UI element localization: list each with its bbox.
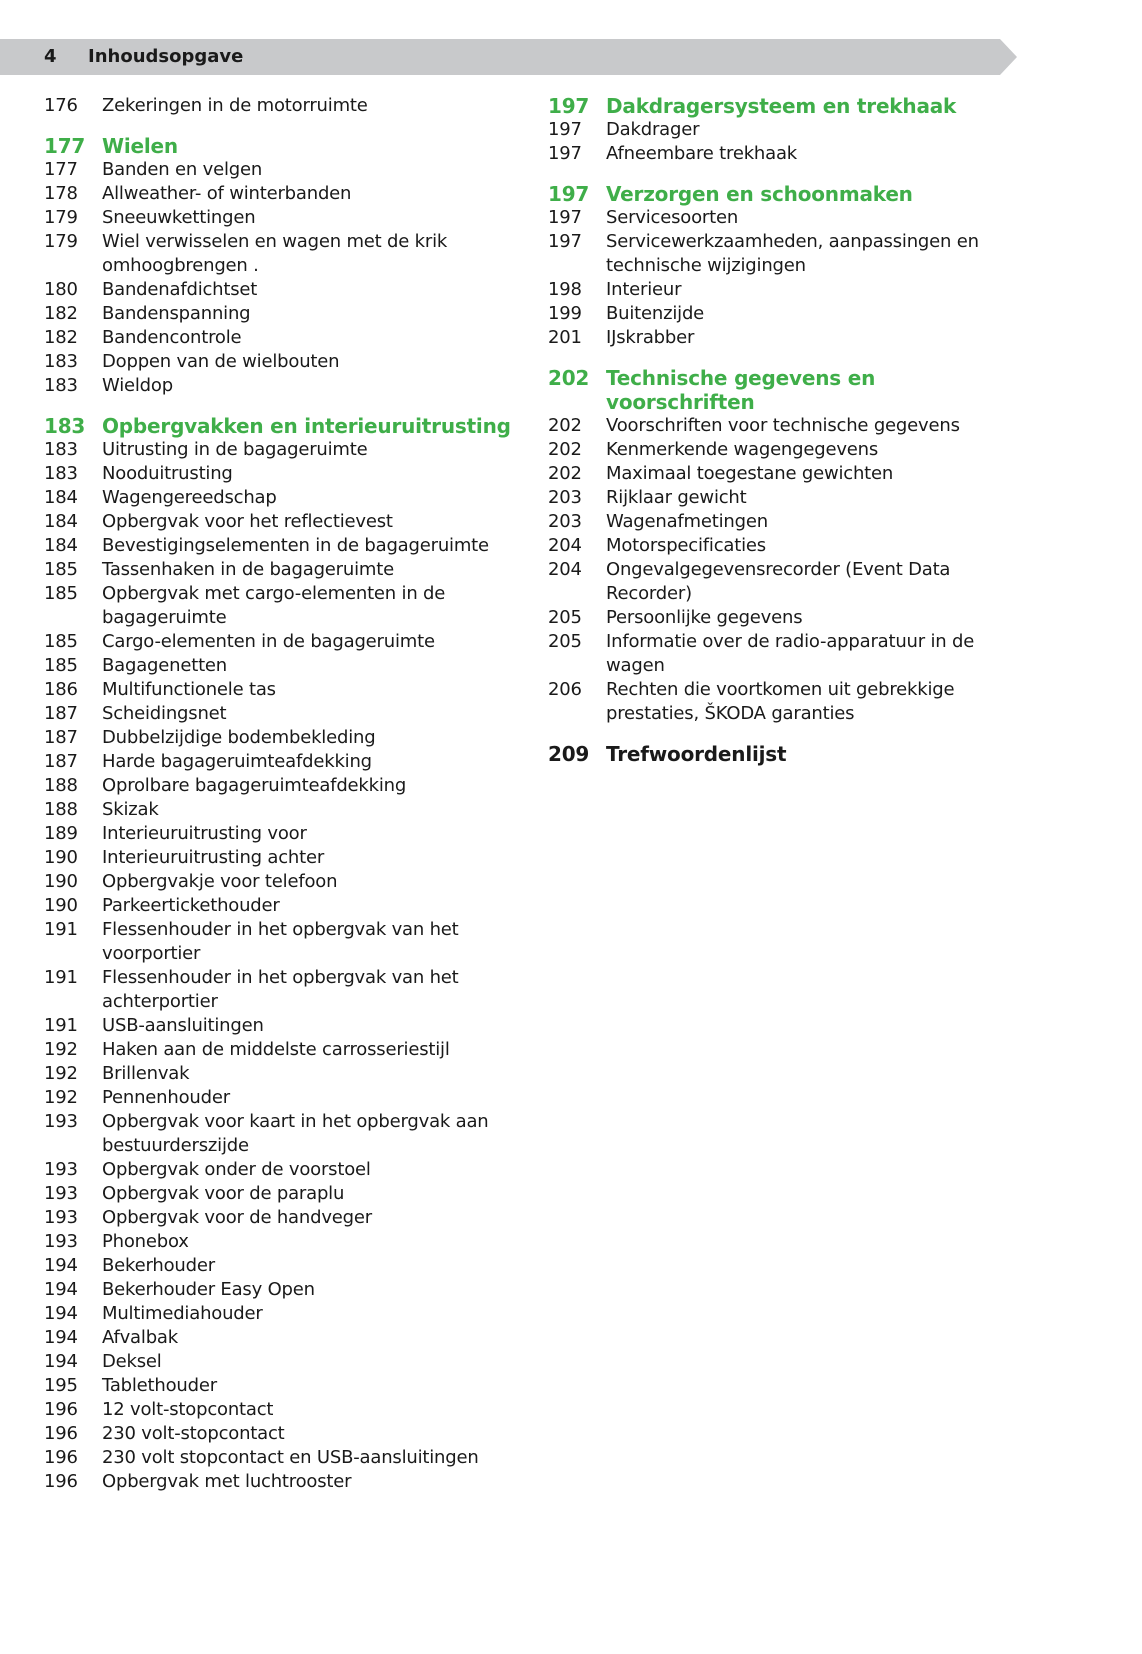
toc-page-number: 192	[44, 1087, 78, 1108]
toc-entry-title: Bandenspanning	[102, 303, 251, 324]
toc-entry[interactable]	[44, 1326, 524, 1350]
toc-page-number: 209	[548, 742, 590, 766]
toc-page-number: 202	[548, 415, 582, 436]
page-title: Inhoudsopgave	[88, 46, 244, 67]
toc-page-number: 182	[44, 303, 78, 324]
toc-entry[interactable]	[44, 798, 524, 822]
toc-entry[interactable]	[44, 1062, 524, 1086]
toc-entry[interactable]	[44, 302, 524, 326]
toc-entry[interactable]	[44, 1182, 524, 1206]
toc-entry-title: Nooduitrusting	[102, 463, 233, 484]
toc-entry-title: Rijklaar gewicht	[606, 487, 747, 508]
toc-entry-title: Servicewerkzaamheden, aanpassingen en technische wijzigingen	[606, 231, 979, 276]
toc-page-number: 184	[44, 487, 78, 508]
toc-entry[interactable]	[44, 558, 524, 582]
toc-entry[interactable]	[44, 654, 524, 678]
toc-entry[interactable]	[44, 462, 524, 486]
toc-entry-title: Opbergvak met luchtrooster	[102, 1471, 352, 1492]
toc-entry-title: Opbergvak met cargo-elementen in de bagageruimte	[102, 583, 446, 628]
toc-page-number: 179	[44, 207, 78, 228]
toc-entry[interactable]	[44, 510, 524, 534]
toc-entry[interactable]	[548, 534, 1018, 558]
toc-entry[interactable]	[548, 302, 1018, 326]
toc-page-number: 196	[44, 1447, 78, 1468]
toc-page-number: 205	[548, 631, 582, 652]
toc-entry-title: Haken aan de middelste carrosseriestijl	[102, 1039, 450, 1060]
toc-page-number: 190	[44, 895, 78, 916]
toc-entry-title: Opbergvak voor het reflectievest	[102, 511, 393, 532]
toc-entry[interactable]	[44, 486, 524, 510]
toc-entry-title: Opbergvakje voor telefoon	[102, 871, 338, 892]
toc-page-number: 201	[548, 327, 582, 348]
toc-entry-title: Voorschriften voor technische gegevens	[606, 415, 960, 436]
toc-page-number: 177	[44, 159, 78, 180]
toc-entry-title: 230 volt-stopcontact	[102, 1423, 285, 1444]
page-number: 4	[44, 46, 57, 67]
toc-entry[interactable]	[548, 486, 1018, 510]
toc-entry[interactable]	[548, 462, 1018, 486]
toc-page-number: 190	[44, 847, 78, 868]
toc-entry-title: Deksel	[102, 1351, 162, 1372]
toc-page-number: 183	[44, 351, 78, 372]
toc-page-number: 203	[548, 511, 582, 532]
toc-entry[interactable]	[44, 438, 524, 462]
toc-page-number: 187	[44, 727, 78, 748]
toc-entry-title: Banden en velgen	[102, 159, 263, 180]
toc-page-number: 183	[44, 463, 78, 484]
toc-page-number: 180	[44, 279, 78, 300]
toc-entry[interactable]	[44, 1374, 524, 1398]
toc-entry-title: Bekerhouder	[102, 1255, 215, 1276]
toc-entry[interactable]	[44, 702, 524, 726]
toc-entry[interactable]	[44, 158, 524, 182]
toc-page-number: 203	[548, 487, 582, 508]
toc-entry-title: Opbergvak voor de handveger	[102, 1207, 372, 1228]
toc-entry[interactable]	[548, 326, 1018, 350]
toc-page-number: 193	[44, 1231, 78, 1252]
toc-page-number: 185	[44, 583, 78, 604]
toc-entry-title: Dubbelzijdige bodembekleding	[102, 727, 376, 748]
toc-section-heading[interactable]	[548, 366, 1018, 414]
toc-page-number: 189	[44, 823, 78, 844]
toc-page-number: 202	[548, 366, 590, 390]
toc-entry[interactable]	[44, 1350, 524, 1374]
toc-page-number: 178	[44, 183, 78, 204]
toc-page-number: 186	[44, 679, 78, 700]
toc-entry-title: Zekeringen in de motorruimte	[102, 95, 368, 116]
toc-entry-title: Opbergvak onder de voorstoel	[102, 1159, 371, 1180]
toc-entry[interactable]	[548, 118, 1018, 142]
toc-entry[interactable]	[44, 534, 524, 558]
toc-entry-title: Servicesoorten	[606, 207, 739, 228]
toc-entry-title: Sneeuwkettingen	[102, 207, 256, 228]
toc-page-number: 188	[44, 775, 78, 796]
toc-entry[interactable]	[44, 846, 524, 870]
toc-page-number: 199	[548, 303, 582, 324]
toc-page-number: 176	[44, 95, 78, 116]
toc-entry[interactable]	[548, 206, 1018, 230]
toc-page-number: 197	[548, 119, 582, 140]
toc-page-number: 197	[548, 143, 582, 164]
toc-entry[interactable]	[44, 1254, 524, 1278]
toc-entry-title: Doppen van de wielbouten	[102, 351, 340, 372]
toc-entry[interactable]	[44, 278, 524, 302]
toc-entry-title: Cargo-elementen in de bagageruimte	[102, 631, 435, 652]
toc-entry[interactable]	[44, 1278, 524, 1302]
toc-page-number: 205	[548, 607, 582, 628]
toc-entry-title: Rechten die voortkomen uit gebrekkige prestaties, ŠKODA garanties	[606, 679, 955, 724]
toc-entry[interactable]	[44, 1398, 524, 1422]
toc-page-number: 206	[548, 679, 582, 700]
toc-page-number: 191	[44, 1015, 78, 1036]
toc-entry[interactable]	[44, 1422, 524, 1446]
toc-entry-title: Flessenhouder in het opbergvak van het voorportier	[102, 919, 459, 964]
toc-entry-title: Wieldop	[102, 375, 173, 396]
toc-entry-title: Opbergvak voor de paraplu	[102, 1183, 345, 1204]
toc-entry-title: Maximaal toegestane gewichten	[606, 463, 894, 484]
toc-section-heading[interactable]	[548, 742, 1018, 766]
toc-entry-title: Opbergvakken en interieuruitrusting	[102, 414, 511, 438]
toc-entry-title: Motorspecificaties	[606, 535, 766, 556]
toc-page-number: 183	[44, 439, 78, 460]
toc-entry[interactable]	[548, 414, 1018, 438]
toc-entry[interactable]	[44, 1446, 524, 1470]
toc-entry-title: Uitrusting in de bagageruimte	[102, 439, 368, 460]
toc-page-number: 195	[44, 1375, 78, 1396]
toc-entry-title: Harde bagageruimteafdekking	[102, 751, 372, 772]
toc-entry-title: Interieuruitrusting achter	[102, 847, 325, 868]
toc-section-heading[interactable]	[44, 414, 524, 438]
toc-page-number: 184	[44, 511, 78, 532]
toc-entry-title: Oprolbare bagageruimteafdekking	[102, 775, 407, 796]
toc-page-number: 187	[44, 703, 78, 724]
toc-entry[interactable]	[44, 182, 524, 206]
toc-page-number: 185	[44, 631, 78, 652]
toc-entry-title: Interieur	[606, 279, 682, 300]
toc-entry-title: Opbergvak voor kaart in het opbergvak aan bestuurderszijde	[102, 1111, 489, 1156]
toc-entry-title: Buitenzijde	[606, 303, 705, 324]
toc-entry[interactable]	[548, 230, 1018, 278]
toc-page-number: 188	[44, 799, 78, 820]
toc-page-number: 202	[548, 463, 582, 484]
toc-entry-title: Trefwoordenlijst	[606, 742, 787, 766]
toc-entry[interactable]	[548, 558, 1018, 606]
toc-entry[interactable]	[44, 726, 524, 750]
toc-entry-title: Wagenafmetingen	[606, 511, 768, 532]
toc-entry-title: Dakdrager	[606, 119, 700, 140]
toc-entry[interactable]	[44, 350, 524, 374]
toc-entry[interactable]	[44, 678, 524, 702]
toc-entry[interactable]	[44, 870, 524, 894]
toc-entry-title: Afneembare trekhaak	[606, 143, 798, 164]
toc-entry-title: Informatie over de radio-apparatuur in de wagen	[606, 631, 975, 676]
toc-page-number: 191	[44, 919, 78, 940]
toc-entry[interactable]	[44, 1158, 524, 1182]
toc-page-number: 194	[44, 1351, 78, 1372]
toc-section-heading[interactable]	[44, 134, 524, 158]
toc-page-number: 197	[548, 94, 590, 118]
toc-page-number: 182	[44, 327, 78, 348]
toc-entry[interactable]	[548, 142, 1018, 166]
toc-entry-title: Ongevalgegevensrecorder (Event Data Recorder)	[606, 559, 951, 604]
toc-entry[interactable]	[44, 630, 524, 654]
toc-page-number: 192	[44, 1039, 78, 1060]
toc-page-number: 194	[44, 1327, 78, 1348]
toc-left-column	[44, 94, 524, 1494]
toc-entry-title: Wagengereedschap	[102, 487, 277, 508]
toc-entry[interactable]	[44, 1110, 524, 1158]
toc-entry[interactable]	[44, 1302, 524, 1326]
toc-page-number: 191	[44, 967, 78, 988]
toc-entry[interactable]	[548, 510, 1018, 534]
toc-entry[interactable]	[44, 326, 524, 350]
toc-page-number: 183	[44, 375, 78, 396]
toc-page-number: 204	[548, 559, 582, 580]
toc-page-number: 197	[548, 182, 590, 206]
toc-page-number: 185	[44, 559, 78, 580]
toc-entry[interactable]	[44, 206, 524, 230]
toc-entry[interactable]	[44, 822, 524, 846]
toc-page-number: 177	[44, 134, 86, 158]
toc-entry[interactable]	[548, 630, 1018, 678]
toc-entry-title: Verzorgen en schoonmaken	[606, 182, 913, 206]
toc-entry-title: Bandencontrole	[102, 327, 242, 348]
toc-entry-title: 12 volt-stopcontact	[102, 1399, 274, 1420]
toc-entry-title: Afvalbak	[102, 1327, 178, 1348]
toc-page-number: 197	[548, 207, 582, 228]
toc-page-number: 192	[44, 1063, 78, 1084]
toc-page-number: 197	[548, 231, 582, 252]
toc-entry-title: Persoonlijke gegevens	[606, 607, 803, 628]
toc-page-number: 187	[44, 751, 78, 772]
toc-entry[interactable]	[44, 918, 524, 966]
toc-entry-title: 230 volt stopcontact en USB-aansluitingen	[102, 1447, 479, 1468]
toc-entry-title: Skizak	[102, 799, 159, 820]
toc-entry-title: Scheidingsnet	[102, 703, 227, 724]
toc-entry[interactable]	[44, 1470, 524, 1494]
toc-entry-title: USB-aansluitingen	[102, 1015, 264, 1036]
toc-entry[interactable]	[44, 374, 524, 398]
toc-entry-title: Bandenafdichtset	[102, 279, 258, 300]
toc-page-number: 196	[44, 1423, 78, 1444]
toc-page-number: 194	[44, 1303, 78, 1324]
toc-page-number: 204	[548, 535, 582, 556]
toc-page-number: 193	[44, 1159, 78, 1180]
toc-page-number: 193	[44, 1183, 78, 1204]
toc-entry[interactable]	[44, 1014, 524, 1038]
toc-page-number: 185	[44, 655, 78, 676]
toc-page-number: 202	[548, 439, 582, 460]
toc-page-number: 198	[548, 279, 582, 300]
toc-page-number: 193	[44, 1111, 78, 1132]
toc-entry[interactable]	[44, 1086, 524, 1110]
toc-page-number: 196	[44, 1471, 78, 1492]
toc-entry-title: Wiel verwisselen en wagen met de krik omhoogbrengen .	[102, 231, 448, 276]
toc-right-column	[548, 94, 1018, 766]
toc-page-number: 194	[44, 1279, 78, 1300]
toc-entry-title: Parkeertickethouder	[102, 895, 280, 916]
toc-entry[interactable]	[44, 1230, 524, 1254]
toc-entry-title: Allweather- of winterbanden	[102, 183, 352, 204]
toc-entry-title: Kenmerkende wagengegevens	[606, 439, 879, 460]
header-arrow-shape	[1000, 39, 1017, 75]
toc-entry-title: Dakdragersysteem en trekhaak	[606, 94, 957, 118]
toc-entry-title: Tassenhaken in de bagageruimte	[102, 559, 394, 580]
toc-entry[interactable]	[548, 606, 1018, 630]
toc-page-number: 190	[44, 871, 78, 892]
toc-entry-title: Flessenhouder in het opbergvak van het achterportier	[102, 967, 459, 1012]
toc-entry[interactable]	[548, 678, 1018, 726]
toc-entry-title: Brillenvak	[102, 1063, 190, 1084]
toc-page-number: 196	[44, 1399, 78, 1420]
toc-entry[interactable]	[44, 750, 524, 774]
toc-entry[interactable]	[44, 582, 524, 630]
toc-entry-title: Multimediahouder	[102, 1303, 263, 1324]
toc-entry[interactable]	[44, 94, 524, 118]
toc-entry[interactable]	[44, 230, 524, 278]
toc-entry[interactable]	[44, 894, 524, 918]
toc-entry[interactable]	[44, 1206, 524, 1230]
toc-page-number: 184	[44, 535, 78, 556]
toc-page-number: 183	[44, 414, 86, 438]
toc-entry-title: Bagagenetten	[102, 655, 228, 676]
toc-entry-title: Multifunctionele tas	[102, 679, 276, 700]
toc-entry-title: Pennenhouder	[102, 1087, 230, 1108]
toc-page-number: 179	[44, 231, 78, 252]
toc-entry-title: Interieuruitrusting voor	[102, 823, 307, 844]
toc-section-heading[interactable]	[548, 182, 1018, 206]
toc-entry[interactable]	[548, 438, 1018, 462]
toc-entry-title: Phonebox	[102, 1231, 189, 1252]
toc-entry[interactable]	[44, 966, 524, 1014]
toc-entry[interactable]	[548, 278, 1018, 302]
toc-entry-title: IJskrabber	[606, 327, 695, 348]
toc-entry[interactable]	[44, 774, 524, 798]
toc-entry-title: Wielen	[102, 134, 178, 158]
toc-page-number: 193	[44, 1207, 78, 1228]
toc-entry-title: Bevestigingselementen in de bagageruimte	[102, 535, 489, 556]
toc-page-number: 194	[44, 1255, 78, 1276]
toc-entry[interactable]	[44, 1038, 524, 1062]
toc-entry-title: Tablethouder	[102, 1375, 217, 1396]
toc-section-heading[interactable]	[548, 94, 1018, 118]
toc-entry-title: Bekerhouder Easy Open	[102, 1279, 315, 1300]
toc-entry-title: Technische gegevens en voorschriften	[606, 366, 876, 414]
